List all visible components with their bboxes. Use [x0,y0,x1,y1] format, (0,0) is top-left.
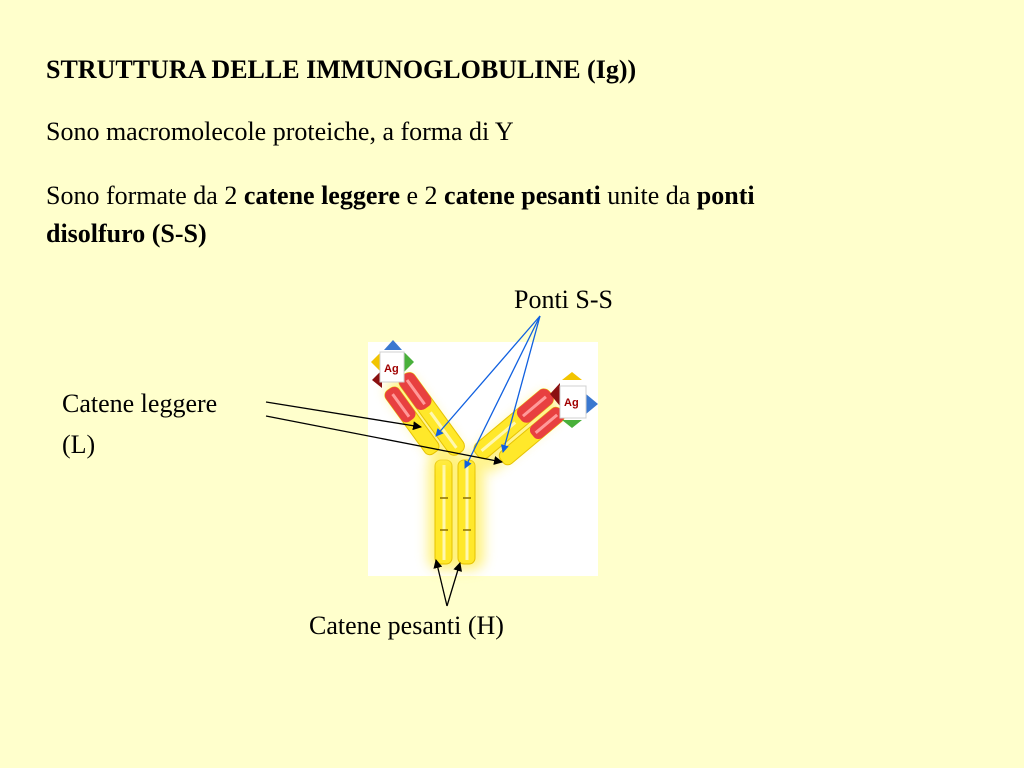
label-catene-pesanti: Catene pesanti (H) [309,611,504,640]
term-disolfuro: disolfuro (S-S) [46,219,207,248]
description-line-shape: Sono macromolecole proteiche, a forma di Y [46,117,514,146]
antigen-right-label: Ag [564,397,579,409]
heavy-chain-stem [428,455,484,570]
text-part: Sono formate da 2 [46,181,244,210]
label-ponti-ss: Ponti S-S [514,285,613,314]
label-catene-leggere-abbr: (L) [62,430,96,459]
term-ponti: ponti [696,181,755,210]
antigen-left-label: Ag [384,363,399,375]
page-title: STRUTTURA DELLE IMMUNOGLOBULINE (Ig)) [46,55,637,84]
label-catene-leggere: Catene leggere [62,389,218,418]
term-catene-leggere: catene leggere [243,181,400,210]
text-part: e 2 [400,181,445,210]
term-catene-pesanti: catene pesanti [444,181,601,210]
text-part: unite da [600,181,697,210]
